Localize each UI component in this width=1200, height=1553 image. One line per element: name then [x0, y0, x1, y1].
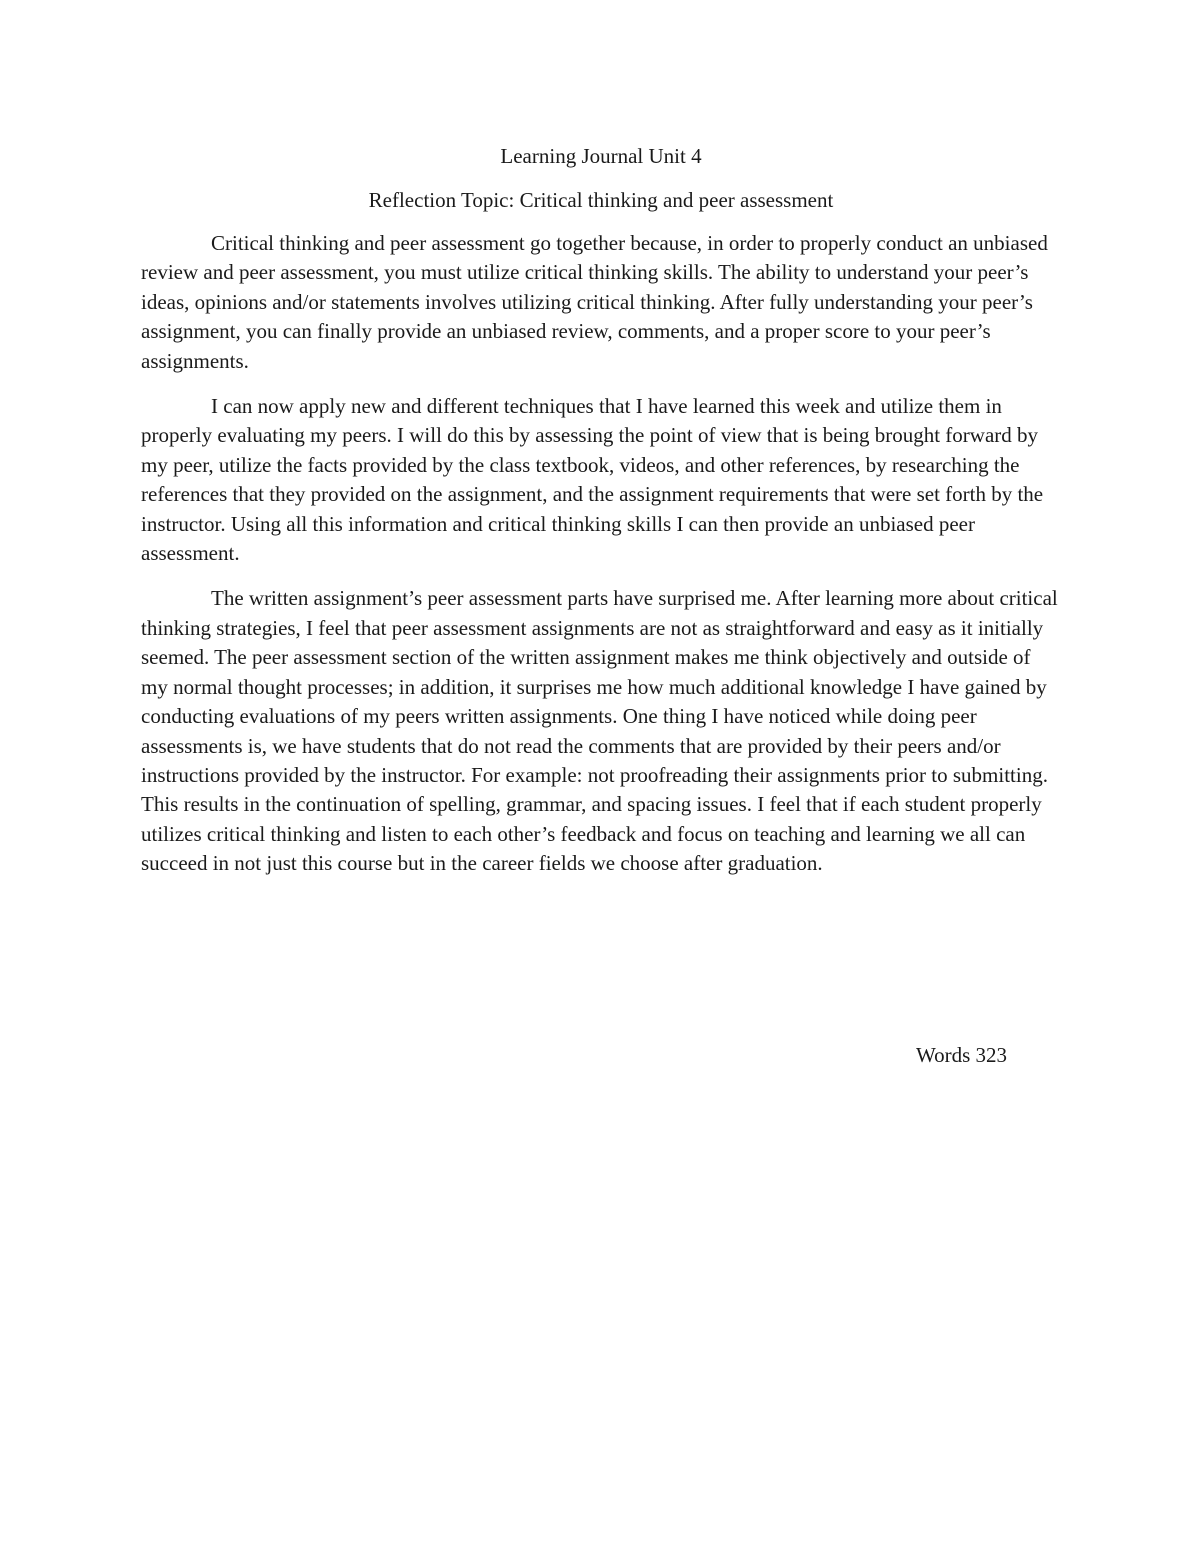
- paragraph-1: Critical thinking and peer assessment go together because, in order to properly conduct an unbiased review and peer assessment, you must utilize critical thinking skills. The ability to understand your peer’s ideas, opinions and/or statements involves utilizing critical thinking. After fully understanding your peer’s assignment, you can finally provide an unbiased review, comments, and a proper score to your peer’s assignments.: [141, 231, 1048, 373]
- document-subtitle: Reflection Topic: Critical thinking and peer assessment: [368, 188, 834, 212]
- paragraph-2: I can now apply new and different techniques that I have learned this week and utilize them in properly evaluating my peers. I will do this by assessing the point of view that is being brought forward by my peer, utilize the facts provided by the class textbook, videos, and other references, by researching the references that they provided on the assignment, and the assignment requirements that were set forth by the instructor. Using all this information and critical thinking skills I can then provide an unbiased peer assessment.: [141, 394, 1044, 566]
- document-title: Learning Journal Unit 4: [500, 144, 702, 168]
- document-body: [141, 141, 1061, 879]
- paragraph-3: The written assignment’s peer assessment parts have surprised me. After learning more about critical thinking strategies, I feel that peer assessment assignments are not as straightforward and easy as it initially seemed. The peer assessment section of the written assignment makes me think objectively and outside of my normal thought processes; in addition, it surprises me how much additional knowledge I have gained by conducting evaluations of my peers written assignments. One thing I have noticed while doing peer assessments is, we have students that do not read the comments that are provided by their peers and/or instructions provided by the instructor. For example: not proofreading their assignments prior to submitting. This results in the continuation of spelling, grammar, and spacing issues. I feel that if each student properly utilizes critical thinking and listen to each other’s feedback and focus on teaching and learning we all can succeed in not just this course but in the career fields we choose after graduation.: [141, 586, 1058, 876]
- word-count: Words 323: [916, 1043, 1008, 1067]
